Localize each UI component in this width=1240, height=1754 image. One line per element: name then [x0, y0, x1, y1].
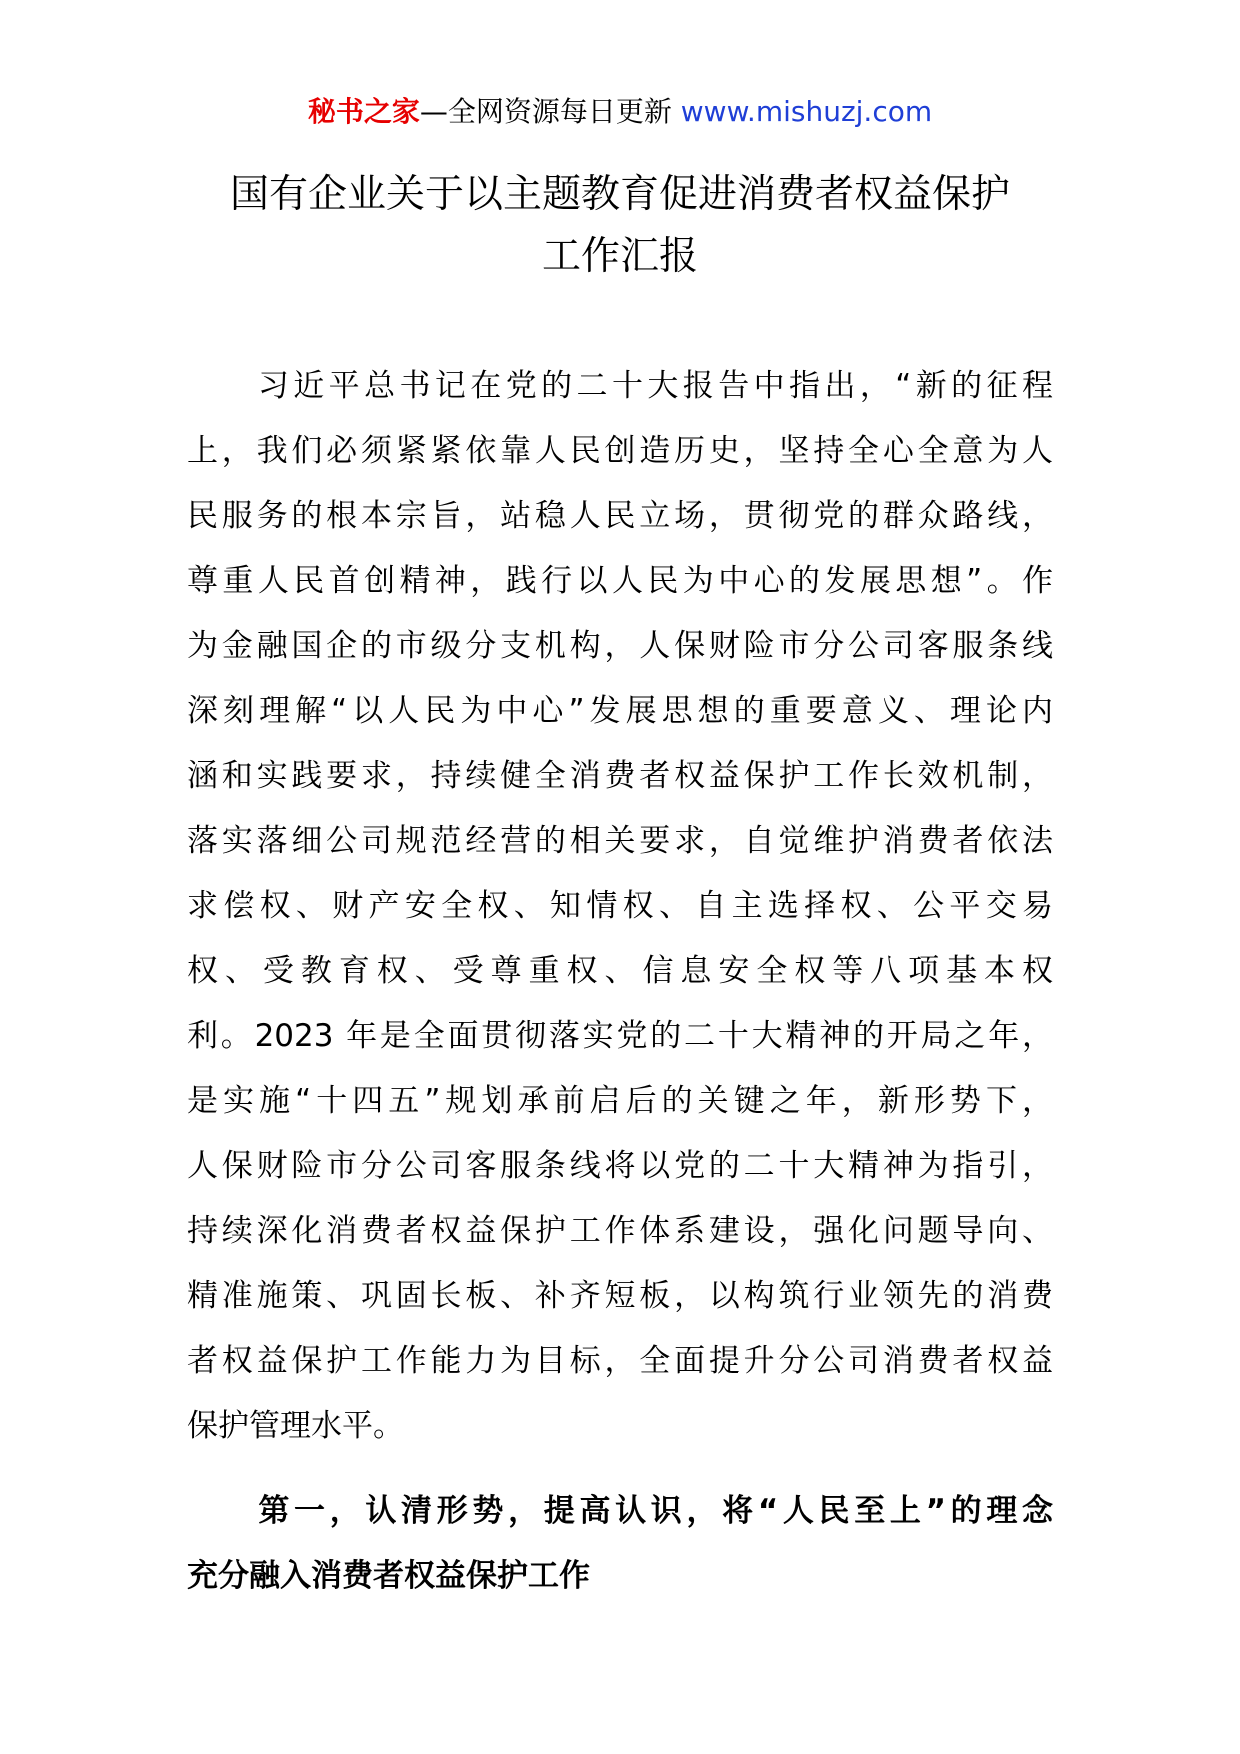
- text-line: 第一，认清形势，提高认识，将“人民至上”的理念: [187, 1493, 1053, 1529]
- text-line: 是实施“十四五”规划承前启后的关键之年，新形势下，: [187, 1083, 1053, 1119]
- text-line: 精准施策、巩固长板、补齐短板，以构筑行业领先的消费: [187, 1278, 1053, 1314]
- text-line: 人保财险市分公司客服条线将以党的二十大精神为指引，: [187, 1148, 1053, 1184]
- intro-paragraph: [187, 354, 1053, 1459]
- text-line: 深刻理解“以人民为中心”发展思想的重要意义、理论内: [187, 693, 1053, 729]
- text-line: 民服务的根本宗旨，站稳人民立场，贯彻党的群众路线，: [187, 498, 1053, 534]
- text-line: 求偿权、财产安全权、知情权、自主选择权、公平交易: [187, 888, 1053, 924]
- text-line: 上，我们必须紧紧依靠人民创造历史，坚持全心全意为人: [187, 433, 1053, 469]
- text-line: 充分融入消费者权益保护工作: [187, 1558, 590, 1594]
- title-line: 国有企业关于以主题教育促进消费者权益保护: [229, 172, 1010, 217]
- text-line: 权、受教育权、受尊重权、信息安全权等八项基本权: [187, 953, 1053, 989]
- section-heading-paragraph: [187, 1479, 1053, 1609]
- document-body: [187, 354, 1053, 1609]
- text-line: 持续深化消费者权益保护工作体系建设，强化问题导向、: [187, 1213, 1053, 1249]
- text-line: 为金融国企的市级分支机构，人保财险市分公司客服条线: [187, 628, 1053, 664]
- text-line: 落实落细公司规范经营的相关要求，自觉维护消费者依法: [187, 823, 1053, 859]
- text-line: 利。2023 年是全面贯彻落实党的二十大精神的开局之年，: [187, 1018, 1053, 1054]
- text-line: 习近平总书记在党的二十大报告中指出，“新的征程: [187, 368, 1053, 404]
- title-line: 工作汇报: [541, 234, 698, 279]
- text-line: 涵和实践要求，持续健全消费者权益保护工作长效机制，: [187, 758, 1053, 794]
- document-title: [150, 164, 1090, 288]
- site-url-link[interactable]: www.mishuzj.com: [680, 95, 933, 128]
- text-line: 尊重人民首创精神，践行以人民为中心的发展思想”。作: [187, 563, 1053, 599]
- text-line: 者权益保护工作能力为目标，全面提升分公司消费者权益: [187, 1343, 1053, 1379]
- site-brand: 秘书之家: [307, 95, 420, 128]
- site-slogan: —全网资源每日更新: [419, 95, 681, 128]
- text-line: 保护管理水平。: [187, 1408, 404, 1444]
- site-banner: [0, 92, 1240, 132]
